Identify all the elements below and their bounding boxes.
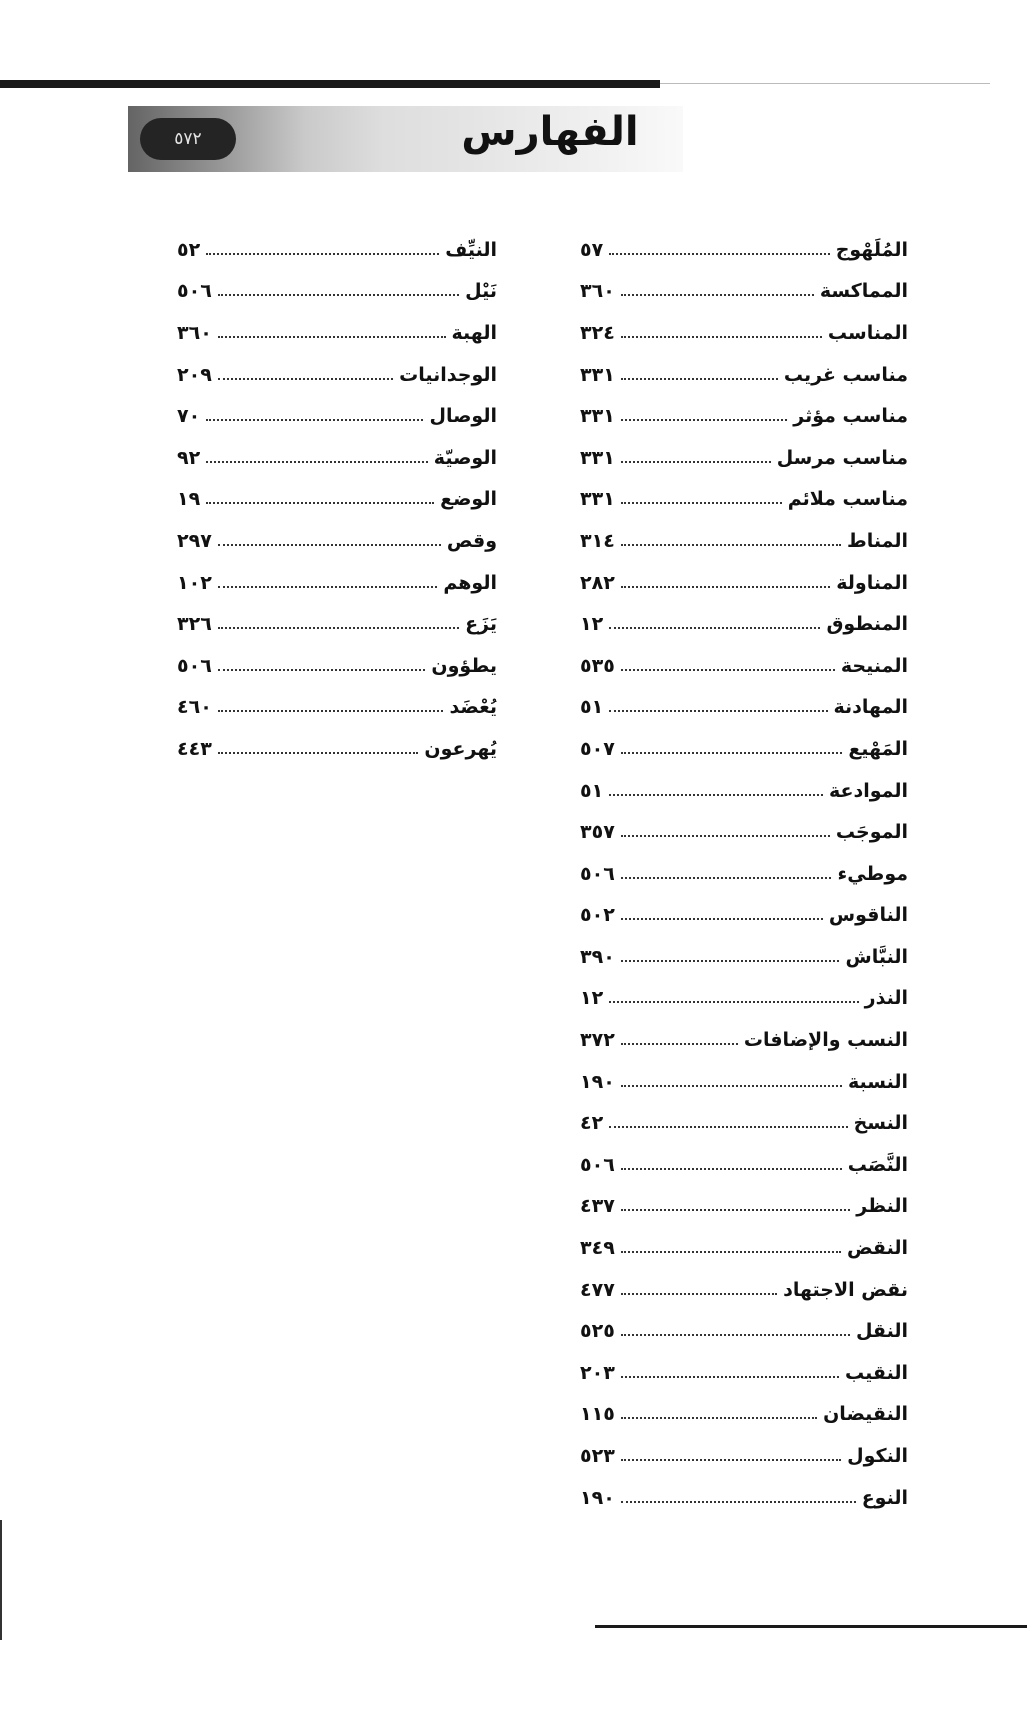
dot-leader bbox=[621, 336, 822, 338]
index-entry bbox=[580, 271, 908, 313]
dot-leader bbox=[609, 627, 820, 629]
dot-leader bbox=[218, 336, 446, 338]
index-page-number: ٣٣١ bbox=[580, 488, 615, 511]
index-page-number: ٢٠٣ bbox=[580, 1361, 615, 1384]
index-term: المنيحة bbox=[840, 654, 908, 677]
dot-leader bbox=[218, 669, 426, 671]
index-page-number: ٥٢ bbox=[177, 238, 201, 261]
index-entry bbox=[177, 395, 497, 437]
index-term: الموادعة bbox=[828, 779, 908, 802]
index-term: الوهم bbox=[443, 571, 497, 594]
index-term: المناولة bbox=[836, 571, 908, 594]
index-entry bbox=[580, 562, 908, 604]
index-page-number: ٥٢٥ bbox=[580, 1320, 615, 1343]
index-term: النوع bbox=[861, 1486, 908, 1509]
index-term: المناط bbox=[846, 529, 908, 552]
dot-leader bbox=[218, 752, 419, 754]
dot-leader bbox=[206, 253, 439, 255]
index-entry bbox=[580, 687, 908, 729]
index-page-number: ٥٠٦ bbox=[177, 280, 212, 303]
index-entry bbox=[177, 354, 497, 396]
index-page-number: ٢٠٩ bbox=[177, 363, 212, 386]
dot-leader bbox=[621, 752, 843, 754]
index-page-number: ٥٠٦ bbox=[177, 654, 212, 677]
top-rule bbox=[0, 80, 660, 88]
index-page-number: ١٩٠ bbox=[580, 1486, 615, 1509]
index-column-right bbox=[580, 229, 908, 1518]
dot-leader bbox=[621, 669, 835, 671]
index-entry bbox=[177, 312, 497, 354]
index-term: نقض الاجتهاد bbox=[783, 1278, 908, 1301]
index-term: النسخ bbox=[853, 1112, 908, 1135]
dot-leader bbox=[621, 544, 841, 546]
index-entry bbox=[580, 1435, 908, 1477]
index-page-number: ١٩ bbox=[177, 488, 201, 511]
index-page-number: ٤٧٧ bbox=[580, 1278, 615, 1301]
index-entry bbox=[580, 1477, 908, 1519]
index-entry bbox=[177, 520, 497, 562]
index-entry bbox=[177, 687, 497, 729]
index-term: النقيضان bbox=[823, 1403, 908, 1426]
index-page-number: ٣٥٧ bbox=[580, 821, 615, 844]
index-entry bbox=[177, 562, 497, 604]
index-term: مناسب مرسل bbox=[776, 446, 908, 469]
index-term: يَزَع bbox=[465, 613, 497, 636]
index-page-number: ٥٧ bbox=[580, 238, 604, 261]
dot-leader bbox=[621, 502, 782, 504]
index-page-number: ٣٣١ bbox=[580, 405, 615, 428]
index-term: الوصال bbox=[429, 405, 497, 428]
index-page-number: ٤٢ bbox=[580, 1112, 604, 1135]
dot-leader bbox=[621, 918, 823, 920]
index-page-number: ١٩٠ bbox=[580, 1070, 615, 1093]
index-term: النقض bbox=[847, 1237, 908, 1260]
index-term: يُعْضَد bbox=[449, 696, 497, 719]
index-term: الموجَب bbox=[835, 821, 908, 844]
index-entry bbox=[580, 1310, 908, 1352]
bottom-rule bbox=[595, 1625, 1027, 1628]
page-edge-mark bbox=[0, 1520, 2, 1640]
index-page-number: ٢٨٢ bbox=[580, 571, 615, 594]
index-entry bbox=[580, 1352, 908, 1394]
index-entry bbox=[580, 853, 908, 895]
index-term: موطيء bbox=[837, 862, 908, 885]
index-page-number: ٥١ bbox=[580, 779, 604, 802]
index-entry bbox=[580, 770, 908, 812]
index-term: وقص bbox=[446, 529, 497, 552]
index-term: المَهْيع bbox=[848, 737, 908, 760]
index-term: المُلَهْوج bbox=[835, 238, 908, 261]
index-term: النقيب bbox=[845, 1361, 908, 1384]
index-page-number: ٢٩٧ bbox=[177, 529, 212, 552]
dot-leader bbox=[621, 1459, 841, 1461]
dot-leader bbox=[621, 419, 788, 421]
index-entry bbox=[580, 1144, 908, 1186]
index-entry bbox=[580, 520, 908, 562]
dot-leader bbox=[621, 1085, 842, 1087]
index-entry bbox=[177, 437, 497, 479]
index-entry bbox=[580, 811, 908, 853]
dot-leader bbox=[218, 544, 441, 546]
index-term: النسبة bbox=[847, 1070, 908, 1093]
index-page-number: ٣٣١ bbox=[580, 446, 615, 469]
index-entry bbox=[177, 479, 497, 521]
dot-leader bbox=[621, 586, 830, 588]
index-term: الوضع bbox=[440, 488, 497, 511]
index-term: المماكسة bbox=[819, 280, 908, 303]
dot-leader bbox=[609, 1126, 847, 1128]
index-entry bbox=[580, 1019, 908, 1061]
index-page-number: ٣٢٦ bbox=[177, 613, 212, 636]
index-term: النيِّف bbox=[445, 238, 497, 261]
dot-leader bbox=[621, 1293, 777, 1295]
index-term: يطؤون bbox=[431, 654, 497, 677]
index-entry bbox=[580, 312, 908, 354]
index-page-number: ٥٠٧ bbox=[580, 737, 615, 760]
index-entry bbox=[580, 1227, 908, 1269]
dot-leader bbox=[621, 1334, 850, 1336]
index-column-left bbox=[177, 229, 497, 770]
index-page-number: ٥٠٦ bbox=[580, 1153, 615, 1176]
index-entry bbox=[580, 603, 908, 645]
dot-leader bbox=[621, 1251, 841, 1253]
index-term: مناسب ملائم bbox=[787, 488, 908, 511]
index-entry bbox=[177, 603, 497, 645]
index-page-number: ٣٤٩ bbox=[580, 1237, 615, 1260]
index-page-number: ١٠٢ bbox=[177, 571, 212, 594]
index-entry bbox=[580, 645, 908, 687]
index-entry bbox=[580, 1269, 908, 1311]
index-term: الوجدانيات bbox=[399, 363, 497, 386]
dot-leader bbox=[218, 627, 459, 629]
index-page-number: ٩٢ bbox=[177, 446, 201, 469]
section-title: الفهارس bbox=[461, 109, 639, 155]
dot-leader bbox=[218, 378, 393, 380]
index-page-number: ٥٠٢ bbox=[580, 904, 615, 927]
index-term: الوصيّة bbox=[433, 446, 497, 469]
index-term: مناسب غريب bbox=[783, 363, 908, 386]
dot-leader bbox=[206, 461, 428, 463]
index-entry bbox=[580, 437, 908, 479]
index-term: النَّصَب bbox=[847, 1153, 908, 1176]
index-entry bbox=[177, 271, 497, 313]
index-page-number: ٣٦٠ bbox=[177, 321, 212, 344]
index-entry bbox=[580, 395, 908, 437]
index-page-number: ٥٠٦ bbox=[580, 862, 615, 885]
index-term: يُهرعون bbox=[424, 737, 497, 760]
index-entry bbox=[580, 978, 908, 1020]
index-entry bbox=[177, 229, 497, 271]
index-term: النذر bbox=[864, 987, 908, 1010]
top-rule-thin bbox=[660, 83, 990, 84]
dot-leader bbox=[621, 877, 832, 879]
index-term: النقل bbox=[855, 1320, 908, 1343]
dot-leader bbox=[621, 294, 814, 296]
index-page-number: ٣٧٢ bbox=[580, 1029, 615, 1052]
index-page-number: ٤٦٠ bbox=[177, 696, 212, 719]
dot-leader bbox=[609, 794, 823, 796]
dot-leader bbox=[621, 1043, 738, 1045]
index-term: المنطوق bbox=[826, 613, 908, 636]
index-entry bbox=[580, 1061, 908, 1103]
index-page-number: ٥٢٣ bbox=[580, 1445, 615, 1468]
index-page-number: ١١٥ bbox=[580, 1403, 615, 1426]
index-page-number: ٣٣١ bbox=[580, 363, 615, 386]
dot-leader bbox=[609, 1001, 858, 1003]
page-number-badge: ٥٧٢ bbox=[140, 118, 236, 160]
index-term: الناقوس bbox=[828, 904, 908, 927]
index-page-number: ٣٩٠ bbox=[580, 945, 615, 968]
index-entry bbox=[177, 645, 497, 687]
index-term: الهبة bbox=[451, 321, 497, 344]
dot-leader bbox=[621, 1501, 856, 1503]
index-entry bbox=[580, 728, 908, 770]
dot-leader bbox=[621, 960, 840, 962]
dot-leader bbox=[621, 1168, 842, 1170]
index-entry bbox=[580, 936, 908, 978]
index-page-number: ١٢ bbox=[580, 613, 604, 636]
index-page-number: ٧٠ bbox=[177, 405, 201, 428]
index-page-number: ٣٢٤ bbox=[580, 321, 615, 344]
index-entry bbox=[580, 229, 908, 271]
dot-leader bbox=[218, 710, 444, 712]
index-page-number: ٥١ bbox=[580, 696, 604, 719]
dot-leader bbox=[218, 294, 459, 296]
dot-leader bbox=[621, 835, 830, 837]
index-entry bbox=[580, 479, 908, 521]
index-term: النظر bbox=[856, 1195, 908, 1218]
index-term: النكول bbox=[847, 1445, 908, 1468]
index-page-number: ٣١٤ bbox=[580, 529, 615, 552]
dot-leader bbox=[621, 378, 778, 380]
dot-leader bbox=[218, 586, 438, 588]
dot-leader bbox=[609, 253, 830, 255]
index-entry bbox=[580, 1186, 908, 1228]
dot-leader bbox=[206, 502, 434, 504]
dot-leader bbox=[621, 461, 771, 463]
index-entry bbox=[177, 728, 497, 770]
dot-leader bbox=[621, 1209, 850, 1211]
index-term: المهادنة bbox=[833, 696, 908, 719]
index-page-number: ٥٣٥ bbox=[580, 654, 615, 677]
index-entry bbox=[580, 1394, 908, 1436]
index-page-number: ٤٣٧ bbox=[580, 1195, 615, 1218]
index-entry bbox=[580, 354, 908, 396]
index-term: النبَّاش bbox=[845, 945, 908, 968]
index-entry bbox=[580, 895, 908, 937]
dot-leader bbox=[621, 1376, 839, 1378]
index-page-number: ١٢ bbox=[580, 987, 604, 1010]
index-page-number: ٣٦٠ bbox=[580, 280, 615, 303]
index-term: مناسب مؤثر bbox=[793, 405, 908, 428]
index-entry bbox=[580, 1102, 908, 1144]
dot-leader bbox=[621, 1417, 817, 1419]
index-term: النسب والإضافات bbox=[743, 1029, 908, 1052]
index-term: المناسب bbox=[827, 321, 908, 344]
index-page-number: ٤٤٣ bbox=[177, 737, 212, 760]
dot-leader bbox=[609, 710, 827, 712]
index-term: نَيْل bbox=[465, 280, 497, 303]
dot-leader bbox=[206, 419, 423, 421]
